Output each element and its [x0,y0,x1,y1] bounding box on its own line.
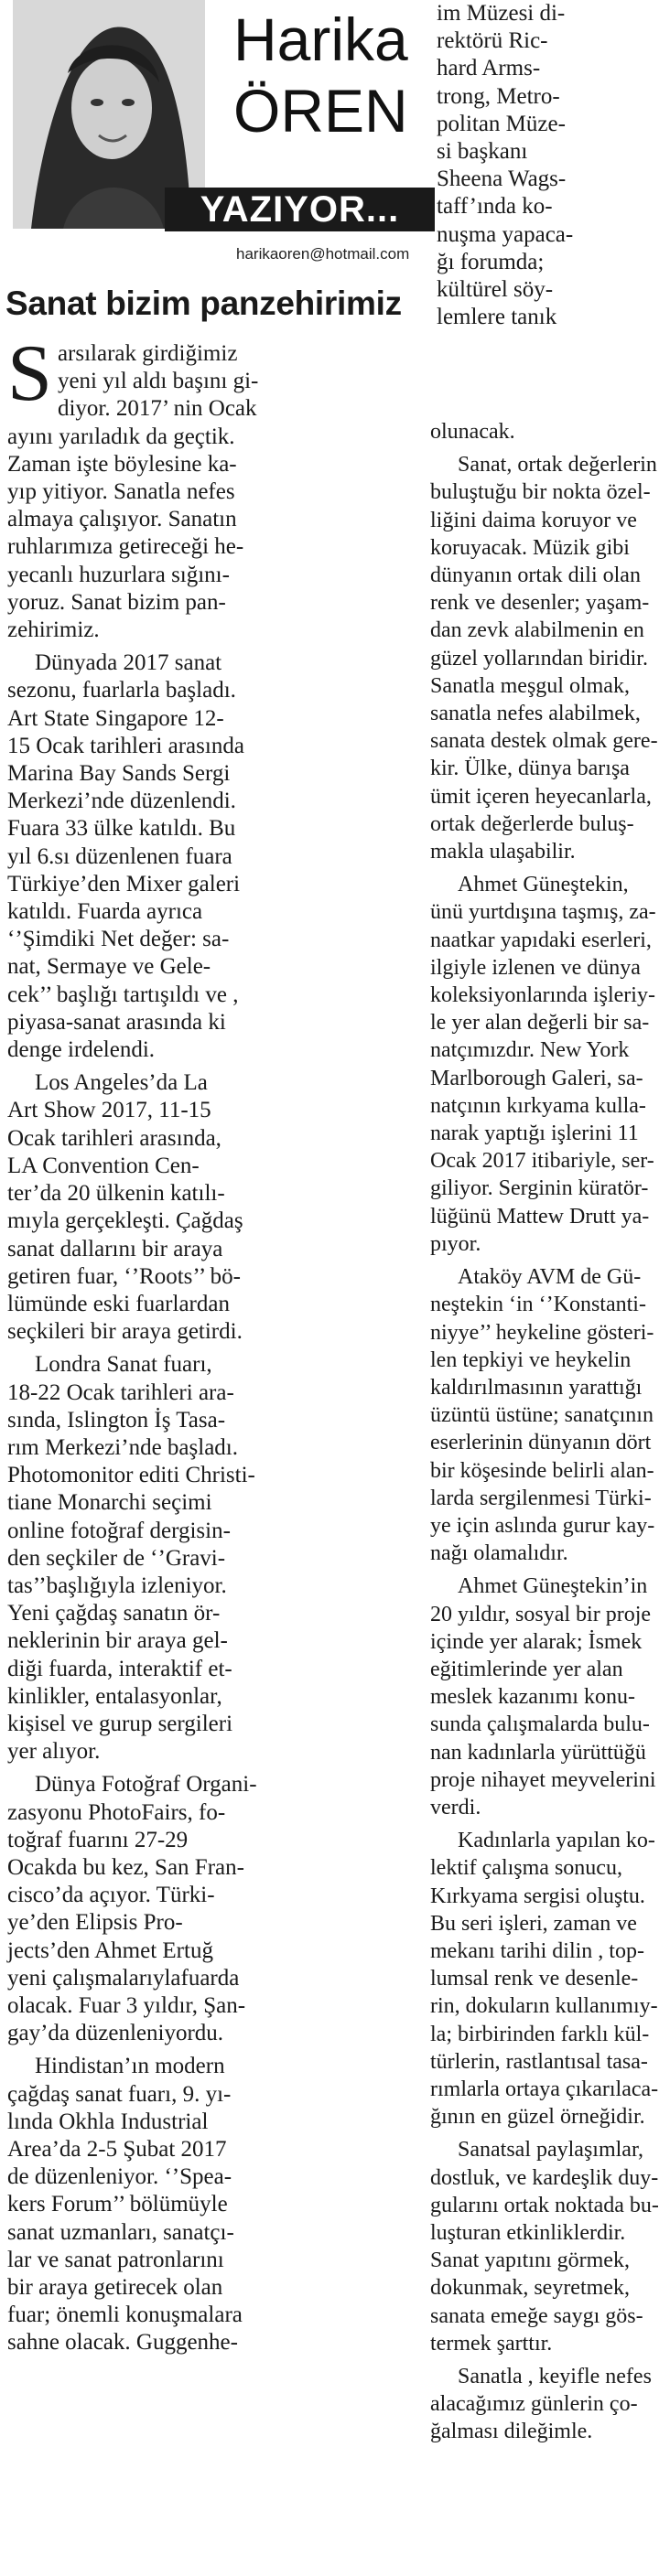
text-line: Dünyada 2017 sanat [35,650,222,676]
text-line: gularını ortak noktada bu- [430,2193,659,2217]
text-line: Ocak tarihleri arasında, [7,1125,221,1151]
text-line: lemlere tanık [437,305,557,330]
text-line: ter’da 20 ülkenin katılı- [7,1181,225,1207]
text-line: kinlikler, entalasyonlar, [7,1683,222,1709]
text-line: ğı forumda; [437,249,545,274]
text-line: Ahmet Güneştekin, [458,873,629,897]
text-line: luşturan etkinliklerdir. [430,2221,626,2245]
text-line: lumsal renk ve desenle- [430,1967,639,1991]
text-line: rımlarla ortaya çıkarılaca- [430,2077,659,2101]
text-line: larda sergilenmesi Türki- [430,1486,652,1510]
text-line: Kırkyama sergisi oluştu. [430,1884,645,1908]
text-line: Art Show 2017, 11-15 [7,1098,211,1123]
text-line: rektörü Ric- [437,28,548,54]
text-line: lümünde eski fuarlardan [7,1291,230,1316]
text-line: ye’den Elipsis Pro- [7,1910,183,1936]
author-first-name: Harika [233,5,408,73]
text-line: neklerinin bir araya gel- [7,1628,228,1654]
text-line: sanata emeğe saygı gös- [430,2303,643,2328]
text-line: fuar; önemli konuşmalara [7,2302,243,2328]
text-line: yıl 6.sı düzenlenen fuara [7,843,232,869]
text-line: LA Convention Cen- [7,1153,200,1178]
text-line: ruhlarımıza getireceği he- [7,534,244,560]
text-line: Ocakda bu kez, San Fran- [7,1854,244,1880]
text-line: Sanatsal paylaşımlar, [458,2138,643,2163]
text-line: cek’’ başlığı tartışıldı ve , [7,982,239,1007]
text-line: sahne olacak. Guggenhe- [7,2330,238,2356]
text-line: rım Merkezi’nde başladı. [7,1434,238,1460]
text-line: de düzenleniyor. ‘’Spea- [7,2164,232,2190]
text-line: cisco’da açıyor. Türki- [7,1883,215,1908]
text-line: Photomonitor editi Christi- [7,1463,255,1488]
author-badge: YAZIYOR... [165,188,435,231]
text-line: üzüntü üstüne; sanatçının [430,1403,654,1428]
text-line: verdi. [430,1795,481,1819]
text-line: sanatla nefes alabilmek, [430,702,641,726]
text-line: Sarsılarak girdiğimiz [7,329,238,418]
text-line: çağdaş sanat fuarı, 9. yı- [7,2081,232,2107]
text-line: dan zevk alabilmenin en [430,618,644,643]
text-line: yıp yitiyor. Sanatla nefes [7,479,235,505]
text-line: proje nihayet meyvelerini [430,1767,656,1792]
text-line: ğalması dileğimle. [430,2420,593,2444]
text-line: makla ulaşabilir. [430,840,576,864]
text-line: ayını yarıladık da geçtik. [7,424,235,449]
text-line: liğini daima koruyor ve [430,508,637,532]
article-headline: Sanat bizim panzehirimiz [5,284,402,322]
text-line: ğının en güzel örneğidir. [430,2105,645,2130]
text-line: Area’da 2-5 Şubat 2017 [7,2137,227,2162]
article-column-right [430,418,659,2446]
text-line: im Müzesi di- [437,1,566,26]
text-line: bir köşesinde belirli alan- [430,1458,654,1483]
text-line: 18-22 Ocak tarihleri ara- [7,1379,234,1405]
text-line: neştekin ‘in ‘’Konstanti- [430,1293,646,1317]
text-line: ilgiyle izlenen ve dünya [430,955,641,980]
text-line: Hindistan’ın modern [35,2054,225,2079]
text-line: kers Forum’’ bölümüyle [7,2192,228,2217]
text-line: zehirimiz. [7,617,100,643]
text-line: Sanatla , keyifle nefes [458,2365,652,2389]
text-line: dostluk, ve kardeşlik duy- [430,2165,659,2190]
text-line: lar ve sanat patronlarını [7,2247,224,2272]
text-line: online fotoğraf dergisin- [7,1518,231,1543]
text-line: piyasa-sanat arasında ki [7,1009,226,1035]
text-line: Sanat, ortak değerlerin [458,453,657,478]
text-line: dokunmak, seyretmek, [430,2276,630,2301]
text-line: tas’’başlığıyla izleniyor. [7,1572,227,1598]
text-line: Los Angeles’da La [35,1070,208,1096]
text-line: taff’ında ko- [437,194,553,220]
text-line: sanat uzmanları, sanatçı- [7,2219,234,2245]
text-line: Kadınlarla yapılan ko- [458,1829,655,1853]
text-line: natçımızdır. New York [430,1038,630,1063]
text-line: niyye’’ heykeline gösteri- [430,1320,654,1345]
text-line: rin, dokuların kullanımıy- [430,1994,658,2019]
text-line: güzel yollarından biridir. [430,646,648,671]
text-line: le yer alan değerli bir sa- [430,1011,650,1036]
text-line: zasyonu PhotoFairs, fo- [7,1799,226,1825]
text-line: yer alıyor. [7,1739,101,1765]
text-line: türlerin, rastlantısal tasa- [430,2049,648,2074]
text-line: lektif çalışma sonucu, [430,1856,622,1881]
text-line: almaya çalışıyor. Sanatın [7,507,237,532]
text-line: hard Arms- [437,56,541,81]
text-line: Marlborough Galeri, sa- [430,1066,643,1090]
text-line: nağı olamalıdır. [430,1541,568,1566]
text-line: seçkileri bir araya getirdi. [7,1319,243,1345]
text-line: ümit içeren heyecanlarla, [430,784,652,809]
author-email[interactable]: harikaoren@hotmail.com [236,245,410,263]
text-line: Sheena Wags- [437,166,567,192]
text-line: kişisel ve gurup sergileri [7,1711,233,1736]
text-line: len tepkiyi ve heykelin [430,1347,632,1372]
text-line: si başkanı [437,139,528,165]
text-line: getiren fuar, ‘’Roots’’ bö- [7,1263,241,1289]
text-line: 15 Ocak tarihleri arasında [7,733,244,758]
text-line: naatkar yapıdaki eserleri, [430,928,652,952]
text-line: sezonu, fuarlarla başladı. [7,678,236,703]
text-line: Merkezi’nde düzenlendi. [7,789,236,814]
text-line: koleksiyonlarında işleriy- [430,983,655,1008]
text-line: olacak. Fuar 3 yıldır, Şan- [7,1992,246,2018]
text-line: kir. Ülke, dünya barışa [430,757,630,781]
article-column-right-top [437,0,607,331]
text-line: diği fuarda, interaktif et- [7,1656,232,1681]
text-line: diyor. 2017’ nin Ocak [57,396,257,422]
text-line: den seçkiler de ‘’Gravi- [7,1545,226,1571]
text-line: Ocak 2017 itibariyle, ser- [430,1149,654,1174]
text-line: meslek kazanımı konu- [430,1685,635,1710]
text-line: ‘’Şimdiki Net değer: sa- [7,927,230,952]
text-line: olunacak. [430,420,515,444]
text-line: renk ve desenler; yaşam- [430,591,650,616]
text-line: eserlerinin dünyanın dört [430,1431,652,1455]
text-line: Ahmet Güneştekin’in [458,1574,648,1599]
text-line: ünü yurtdışına taşmış, za- [430,900,656,925]
text-line: nan kadınlarla yürüttüğü [430,1740,646,1765]
text-line: jects’den Ahmet Ertuğ [7,1937,213,1963]
author-last-name: ÖREN [233,77,408,145]
text-line: lüğünü Mattew Drutt ya- [430,1204,650,1229]
text-line: la; birbirinden farklı kül- [430,2022,650,2046]
text-line: dünyanın ortak dili olan [430,564,641,588]
text-line: toğraf fuarını 27-29 [7,1827,189,1852]
text-line: lında Okhla Industrial [7,2109,209,2134]
text-line: politan Müze- [437,111,566,136]
text-line: kültürel söy- [437,277,554,303]
text-line: ortak değerlerde buluş- [430,811,634,836]
text-line: Art State Singapore 12- [7,705,224,731]
text-line: narak yaptığı işlerini 11 [430,1122,639,1146]
text-line: koruyacak. Müzik gibi [430,535,630,560]
text-line: eğitimlerinde yer alan [430,1657,623,1681]
text-line: kaldırılmasının yarattığı [430,1375,643,1400]
text-line: sanat dallarını bir araya [7,1236,223,1261]
text-line: ye için aslında gurur kay- [430,1513,655,1538]
text-line: Türkiye’den Mixer galeri [7,871,241,896]
text-line: mekanı tarihi dilin , top- [430,1938,644,1963]
text-line: giliyor. Serginin küratör- [430,1176,649,1201]
article-column-left [7,329,428,2357]
text-line: sunda çalışmalarda bulu- [430,1712,650,1737]
text-line: mıyla gerçekleşti. Çağdaş [7,1208,243,1234]
text-line: Yeni çağdaş sanatın ör- [7,1601,221,1626]
text-line: nat, Sermaye ve Gele- [7,954,211,980]
text-line: Londra Sanat fuarı, [35,1352,212,1378]
text-line: 20 yıldır, sosyal bir proje [430,1602,652,1626]
text-line: denge irdelendi. [7,1037,156,1063]
text-line: termek şarttır. [430,2331,553,2356]
text-line: yeni çalışmalarıylafuarda [7,1965,240,1991]
text-line: Fuara 33 ülke katıldı. Bu [7,816,236,842]
text-line: Dünya Fotoğraf Organi- [35,1772,257,1798]
text-line: Zaman işte böylesine ka- [7,451,237,477]
author-name [233,4,430,146]
text-line: trong, Metro- [437,83,560,109]
text-line: sında, Islington İş Tasa- [7,1407,226,1433]
text-line: tiane Monarchi seçimi [7,1490,212,1516]
text-line: nuşma yapaca- [437,221,574,247]
text-line: buluştuğu bir nokta özel- [430,480,651,505]
text-line: yoruz. Sanat bizim pan- [7,589,226,615]
text-line: Marina Bay Sands Sergi [7,761,231,787]
text-line: Ataköy AVM de Gü- [458,1265,642,1290]
text-line: yeni yıl aldı başını gi- [57,369,259,394]
text-line: Bu seri işleri, zaman ve [430,1911,637,1936]
text-line: alacağımız günlerin ço- [430,2392,638,2417]
text-line: yecanlı huzurlara sığını- [7,562,230,587]
text-line: sanata destek olmak gere- [430,729,658,754]
text-line: içinde yer alarak; İsmek [430,1629,643,1654]
text-line: Sanatla meşgul olmak, [430,673,630,698]
drop-cap: S [7,329,52,418]
text-line: Sanat yapıtını görmek, [430,2249,630,2273]
text-line: natçının kırkyama kulla- [430,1093,646,1118]
text-line: katıldı. Fuarda ayrıca [7,899,203,925]
text-line: gay’da düzenleniyordu. [7,2021,224,2046]
text-line: bir araya getirecek olan [7,2275,223,2301]
text-line: pıyor. [430,1231,481,1256]
